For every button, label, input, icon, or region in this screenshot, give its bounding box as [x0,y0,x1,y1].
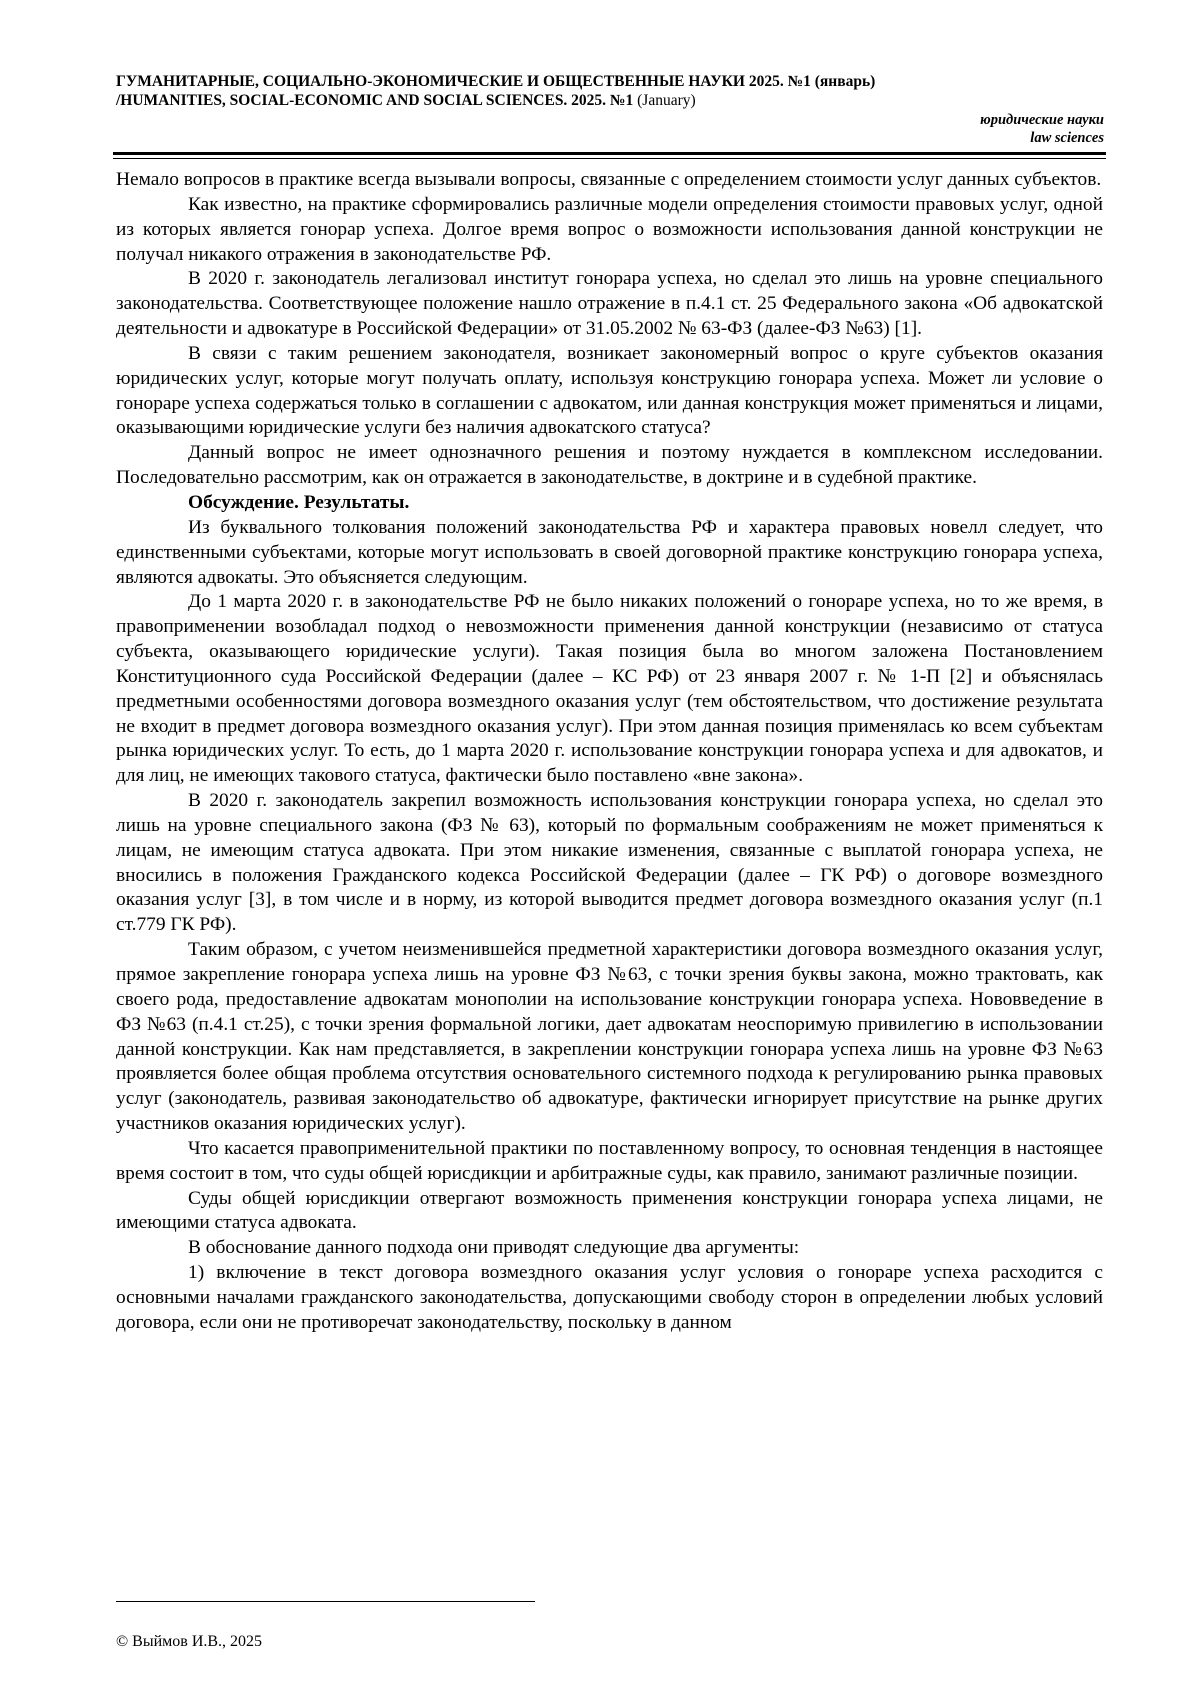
journal-header [116,72,1106,110]
section-label-ru: юридические науки [980,112,1104,128]
paragraph: В 2020 г. законодатель легализовал институт гонорара успеха, но сделал это лишь на уровне специального законодательства. Соответствующее положение нашло отражение в п.4.1 ст. 25 Федерального закона «Об адвокатской деятельности и адвокатуре в Российской Федерации» от 31.05.2002 № 63-ФЗ (далее-ФЗ №63) [1]. [116,268,1103,340]
section-heading: Обсуждение. Результаты. [188,491,410,513]
article-body [116,168,1103,1336]
journal-title-ru: ГУМАНИТАРНЫЕ, СОЦИАЛЬНО-ЭКОНОМИЧЕСКИЕ И ОБЩЕСТВЕННЫЕ НАУКИ 2025. №1 (январь) [116,73,876,90]
paragraph: В связи с таким решением законодателя, возникает закономерный вопрос о круге субъектов оказания юридических услуг, которые могут получать оплату, используя конструкцию гонорара успеха. Может ли условие о гонораре успеха содержаться только в соглашении с адвокатом, или данная конструкция может применяться и лицами, оказывающими юридические услуги без наличия адвокатского статуса? [116,342,1103,439]
section-label-en: law sciences [1030,130,1104,146]
paragraph: В обоснование данного подхода они приводят следующие два аргументы: [188,1237,800,1259]
journal-title-en [116,91,1106,110]
copyright-note: © Выймов И.В., 2025 [116,1633,263,1650]
section-label [980,111,1104,147]
header-rule-thin [113,158,1106,159]
journal-title-en-bold: /HUMANITIES, SOCIAL-ECONOMIC AND SOCIAL SCIENCES. 2025. №1 [116,92,634,109]
header-rule-thick [113,152,1106,155]
paragraph: Как известно, на практике сформировались различные модели определения стоимости правовых услуг, одной из которых является гонорар успеха. Долгое время вопрос о возможности использования данной конструкции не получал никакого отражения в законодательстве РФ. [116,193,1103,265]
paragraph: 1) включение в текст договора возмездного оказания услуг условия о гонораре успеха расходится с основными началами гражданского законодательства, допускающими свободу сторон в определении любых условий договора, если они не противоречат законодательству, поскольку в данном [116,1262,1103,1333]
paragraph: В 2020 г. законодатель закрепил возможность использования конструкции гонорара успеха, но сделал это лишь на уровне специального закона (ФЗ № 63), который по формальным соображениям не может применяться к лицам, не имеющим статуса адвоката. При этом никакие изменения, связанные с выплатой гонорара успеха, не вносились в положения Гражданского кодекса Российской Федерации (далее – ГК РФ) о договоре возмездного оказания услуг [3], в том числе и в норму, из которой выводится предмет договора возмездного оказания услуг (п.1 ст.779 ГК РФ). [116,790,1103,936]
paragraph: Немало вопросов в практике всегда вызывали вопросы, связанные с определением стоимости услуг данных субъектов. [116,169,1102,190]
journal-issue-month: (January) [633,92,696,109]
paragraph: Таким образом, с учетом неизменившейся предметной характеристики договора возмездного оказания услуг, прямое закрепление гонорара успеха лишь на уровне ФЗ №63, с точки зрения буквы закона, можно трактовать, как своего рода, предоставление адвокатам монополии на использование конструкции гонорара успеха. Нововведение в ФЗ №63 (п.4.1 ст.25), с точки зрения формальной логики, дает адвокатам неоспоримую привилегию в использовании данной конструкции. Как нам представляется, в закреплении конструкции гонорара успеха лишь на уровне ФЗ №63 проявляется более общая проблема отсутствия основательного системного подхода к регулированию рынка правовых услуг (законодатель, развивая законодательство об адвокатуре, фактически игнорирует присутствие на рынке других участников оказания юридических услуг). [116,939,1103,1135]
paragraph: Что касается правоприменительной практики по поставленному вопросу, то основная тенденция в настоящее время состоит в том, что суды общей юрисдикции и арбитражные суды, как правило, занимают различные позиции. [116,1137,1103,1184]
paragraph: Суды общей юрисдикции отвергают возможность применения конструкции гонорара успеха лицами, не имеющими статуса адвоката. [116,1187,1103,1234]
paragraph: Данный вопрос не имеет однозначного решения и поэтому нуждается в комплексном исследовании. Последовательно рассмотрим, как он отражается в законодательстве, в доктрине и в судебной практике. [116,442,1103,489]
paragraph: Из буквального толкования положений законодательства РФ и характера правовых новелл следует, что единственными субъектами, которые могут использовать в своей договорной практике конструкцию гонорара успеха, являются адвокаты. Это объясняется следующим. [116,516,1103,588]
paragraph: До 1 марта 2020 г. в законодательстве РФ не было никаких положений о гонораре успеха, но то же время, в правоприменении возобладал подход о невозможности применения данной конструкции (независимо от статуса субъекта, оказывающего юридические услуги). Такая позиция была во многом заложена Постановлением Конституционного суда Российской Федерации (далее – КС РФ) от 23 января 2007 г. № 1-П [2] и объяснялась предметными особенностями договора возмездного оказания услуг (тем обстоятельством, что достижение результата не входит в предмет договора возмездного оказания услуг). При этом данная позиция применялась ко всем субъектам рынка юридических услуг. То есть, до 1 марта 2020 г. использование конструкции гонорара успеха и для адвокатов, и для лиц, не имеющих такового статуса, фактически было поставлено «вне закона». [116,591,1103,787]
footnote-rule [116,1601,535,1602]
